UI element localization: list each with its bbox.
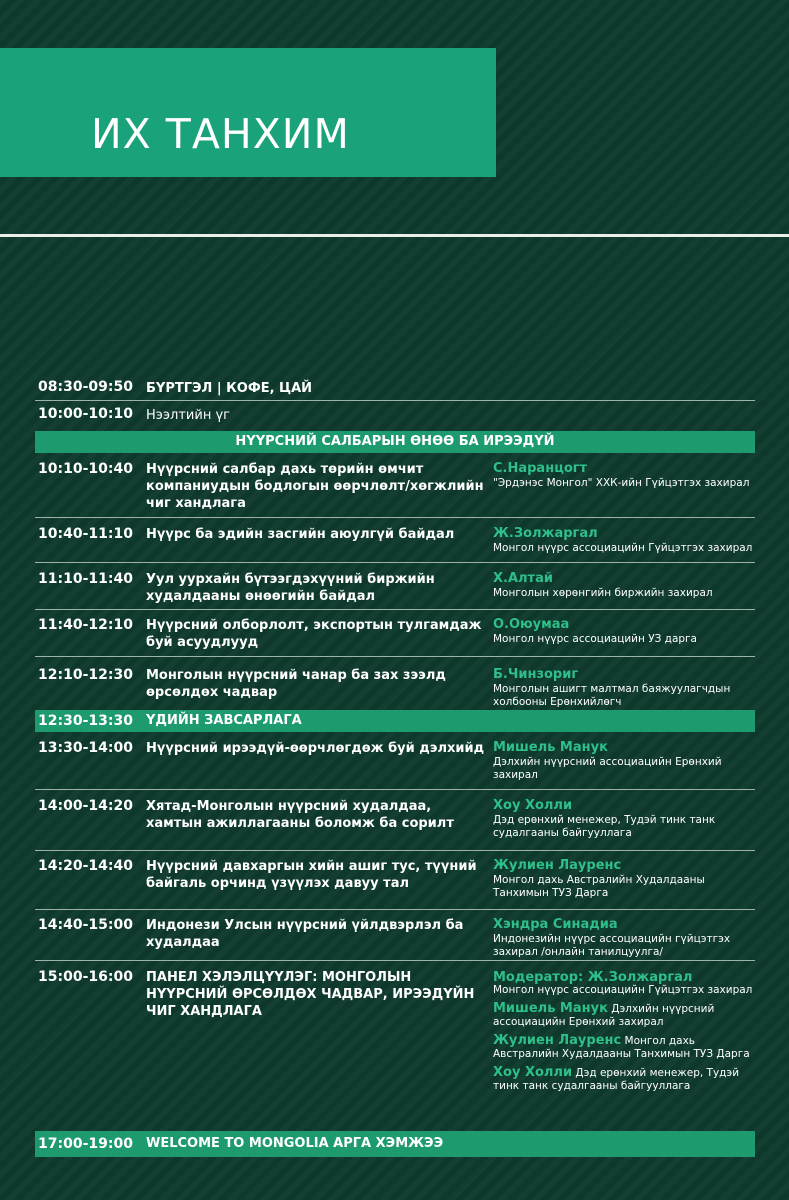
row-time: 10:10-10:40 xyxy=(38,461,133,477)
panelist-role: Дэд ерөнхий менежер, Тудэй тинк танк судалгааны байгууллага xyxy=(493,1067,740,1092)
row-topic: Индонези Улсын нүүрсний үйлдвэрлэл ба худалдаа xyxy=(146,918,464,950)
speaker-role: Монгол дахь Австралийн Худалдааны Танхимын ТУЗ Дарга xyxy=(493,874,705,899)
row-time: 08:30-09:50 xyxy=(38,379,133,395)
closing-banner xyxy=(35,1131,755,1157)
speaker-name: Б.Чинзориг xyxy=(493,667,579,682)
row-time: 14:40-15:00 xyxy=(38,917,133,933)
speaker-role: "Эрдэнэс Монгол" ХХК-ийн Гүйцэтгэх захирал xyxy=(493,477,750,489)
panelist-name: Мишель Манук xyxy=(493,1001,608,1016)
row-time: 12:30-13:30 xyxy=(38,713,133,729)
speaker-name: Ж.Золжаргал xyxy=(493,526,598,541)
section-banner: НҮҮРСНИЙ САЛБАРЫН ӨНӨӨ БА ИРЭЭДҮЙ xyxy=(35,431,755,453)
panelist-role: Дэлхийн нүүрсний ассоциацийн Ерөнхий захирал xyxy=(493,1003,715,1028)
schedule-row xyxy=(35,610,755,657)
speaker xyxy=(493,526,755,555)
row-time: 14:20-14:40 xyxy=(38,858,133,874)
row-time: 12:10-12:30 xyxy=(38,667,133,683)
row-topic: Нүүрсний салбар дахь төрийн өмчит компаниудын бодлогын өөрчлөлт/хөгжлийн чиг хандлага xyxy=(146,462,484,511)
speaker xyxy=(493,461,755,490)
speaker-role: Дэлхийн нүүрсний ассоциацийн Ерөнхий захирал xyxy=(493,756,722,781)
speaker xyxy=(493,858,755,900)
speaker xyxy=(493,740,755,782)
panel-row xyxy=(35,961,755,1131)
speaker-name: Хоу Холли xyxy=(493,798,573,813)
row-time: 17:00-19:00 xyxy=(38,1136,133,1152)
panelist-name: Хоу Холли xyxy=(493,1065,573,1080)
speaker xyxy=(493,571,755,600)
row-topic: Уул уурхайн бүтээгдэхүүний биржийн худалдааны өнөөгийн байдал xyxy=(146,572,435,604)
row-topic: ҮДИЙН ЗАВСАРЛАГА xyxy=(146,713,302,728)
speaker xyxy=(493,617,755,646)
schedule-row xyxy=(35,657,755,710)
row-time: 10:00-10:10 xyxy=(38,406,133,422)
schedule xyxy=(35,378,755,1157)
panelist xyxy=(493,1034,755,1061)
row-time: 11:40-12:10 xyxy=(38,617,133,633)
row-topic: Нүүрсний давхаргын хийн ашиг тус, түүний байгаль орчинд үзүүлэх давуу тал xyxy=(146,859,477,891)
schedule-row xyxy=(35,453,755,518)
row-topic: Нээлтийн үг xyxy=(146,408,230,423)
schedule-row-registration xyxy=(35,378,755,401)
top-divider xyxy=(0,234,789,237)
panelist-name: Жулиен Лауренс xyxy=(493,1033,622,1048)
speaker-role: Монгол нүүрс ассоциацийн УЗ дарга xyxy=(493,633,697,645)
schedule-row xyxy=(35,851,755,910)
schedule-row xyxy=(35,563,755,610)
panel-speakers xyxy=(493,971,755,1098)
speaker-role: Дэд ерөнхий менежер, Тудэй тинк танк судалгааны байгууллага xyxy=(493,814,716,839)
moderator-role: Монгол нүүрс ассоциацийн Гүйцэтгэх захирал xyxy=(493,984,753,996)
panelist-role: Монгол дахь Австралийн Худалдааны Танхимын ТУЗ Дарга xyxy=(493,1035,750,1060)
speaker xyxy=(493,667,755,709)
schedule-row xyxy=(35,518,755,563)
row-topic: Нүүрсний олборлолт, экспортын тулгамдаж буй асуудлууд xyxy=(146,618,482,650)
moderator xyxy=(493,971,755,997)
row-topic: WELCOME TO MONGOLIA АРГА ХЭМЖЭЭ xyxy=(146,1136,444,1151)
speaker-name: Х.Алтай xyxy=(493,571,553,586)
speaker-role: Индонезийн нүүрс ассоциацийн гүйцэтгэх захирал /онлайн танилцуулга/ xyxy=(493,933,731,958)
schedule-row xyxy=(35,732,755,790)
row-time: 13:30-14:00 xyxy=(38,740,133,756)
schedule-row-opening xyxy=(35,401,755,431)
row-time: 14:00-14:20 xyxy=(38,798,133,814)
row-time: 15:00-16:00 xyxy=(38,969,133,985)
row-time: 10:40-11:10 xyxy=(38,526,133,542)
speaker-role: Монголын хөрөнгийн биржийн захирал xyxy=(493,587,713,599)
speaker-role: Монгол нүүрс ассоциацийн Гүйцэтгэх захирал xyxy=(493,542,753,554)
speaker-name: Мишель Манук xyxy=(493,740,608,755)
speaker-name: Жулиен Лауренс xyxy=(493,858,622,873)
row-topic: Хятад-Монголын нүүрсний худалдаа, хамтын ажиллагааны боломж ба сорилт xyxy=(146,799,454,831)
row-topic: БҮРТГЭЛ | КОФЕ, ЦАЙ xyxy=(146,381,313,396)
speaker xyxy=(493,917,755,959)
panelist xyxy=(493,1002,755,1029)
speaker-role: Монголын ашигт малтмал баяжуулагчдын холбооны Ерөнхийлөгч xyxy=(493,683,731,708)
speaker-name: О.Оюумаа xyxy=(493,617,570,632)
schedule-row xyxy=(35,790,755,851)
lunch-banner xyxy=(35,710,755,732)
panelist xyxy=(493,1066,755,1093)
moderator-name: Модератор: Ж.Золжаргал xyxy=(493,970,693,985)
row-topic: Нүүрс ба эдийн засгийн аюулгүй байдал xyxy=(146,527,455,542)
schedule-row xyxy=(35,910,755,961)
speaker xyxy=(493,798,755,840)
row-time: 11:10-11:40 xyxy=(38,571,133,587)
row-topic: Нүүрсний ирээдүй-өөрчлөгдөж буй дэлхийд xyxy=(146,741,485,756)
speaker-name: Хэндра Синадиа xyxy=(493,917,618,932)
panel-topic: ПАНЕЛ ХЭЛЭЛЦҮҮЛЭГ: МОНГОЛЫН НҮҮРСНИЙ ӨРСӨЛДӨХ ЧАДВАР, ИРЭЭДҮЙН ЧИГ ХАНДЛАГА xyxy=(146,970,475,1019)
title-box xyxy=(0,48,496,177)
speaker-name: С.Наранцогт xyxy=(493,461,588,476)
page-title: ИХ ТАНХИМ xyxy=(91,110,350,158)
row-topic: Монголын нүүрсний чанар ба зах зээлд өрсөлдөх чадвар xyxy=(146,668,446,700)
